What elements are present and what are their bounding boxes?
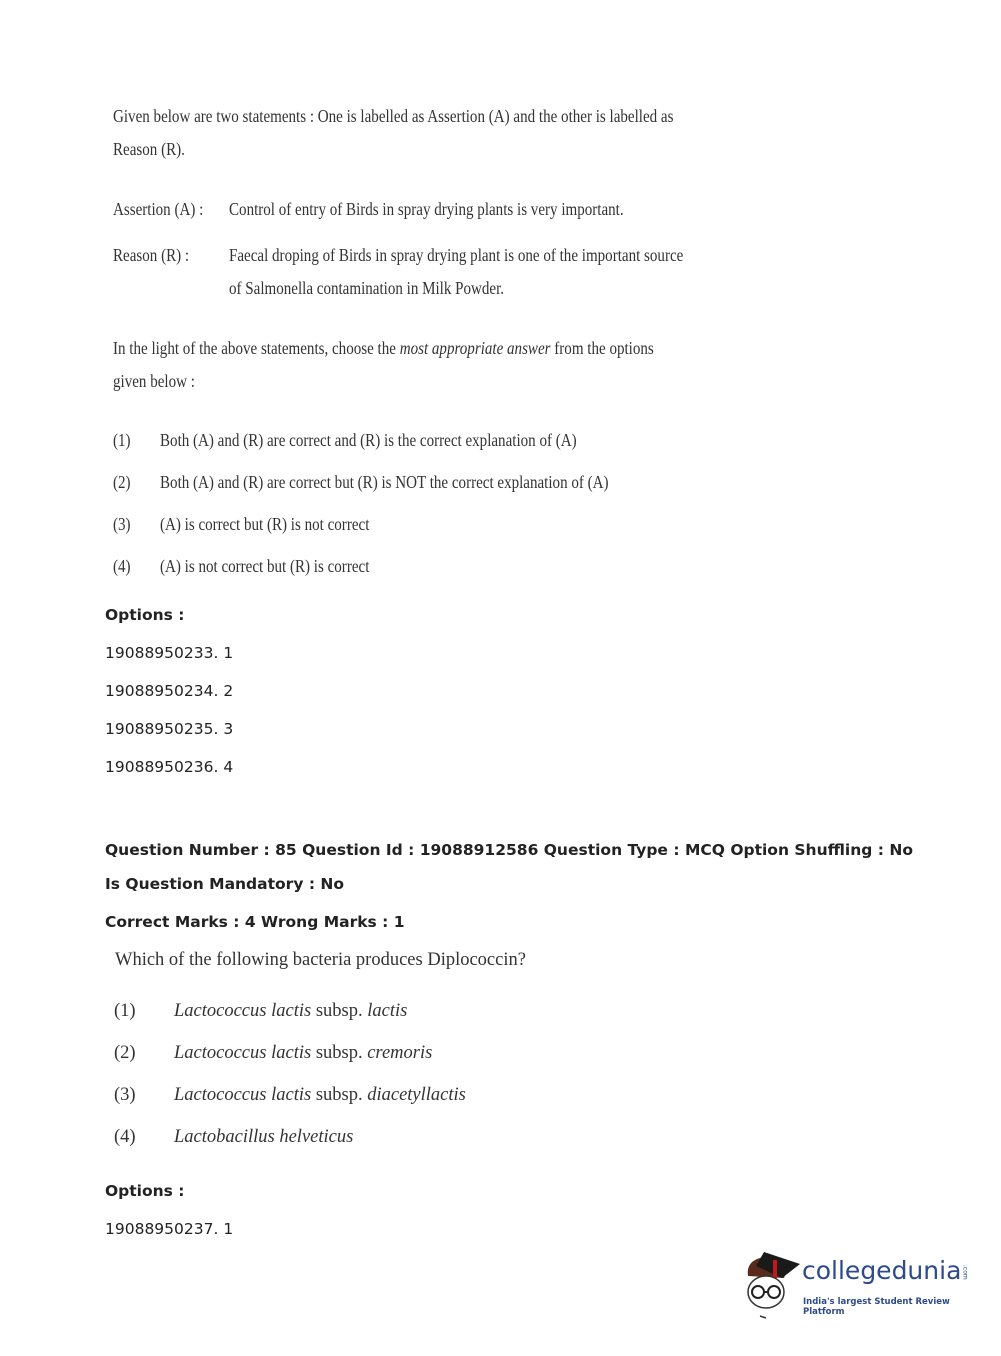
species: Lactobacillus helveticus	[174, 1127, 354, 1147]
logo-tagline: India's largest Student Review Platform	[803, 1297, 950, 1317]
choice-number: (1)	[113, 430, 131, 450]
options-label: Options :	[105, 606, 185, 624]
q84-prompt-line2: given below :	[113, 371, 195, 391]
choice-text	[174, 1001, 407, 1022]
choice-number: (4)	[113, 556, 131, 576]
choice-text	[174, 1127, 353, 1148]
q85-meta-line2: Is Question Mandatory : No	[105, 875, 345, 893]
species: Lactococcus lactis	[174, 1043, 312, 1063]
subsp: subsp.	[311, 1043, 368, 1063]
q85-meta-line1: Question Number : 85 Question Id : 19088912586 Question Type : MCQ Option Shuffling : No	[105, 841, 913, 859]
option-id: 19088950233. 1	[105, 644, 234, 662]
subsp: subsp.	[311, 1001, 368, 1021]
choice-text: (A) is not correct but (R) is correct	[160, 556, 370, 576]
q84-prompt-line1	[113, 338, 654, 359]
q84-intro-line2: Reason (R).	[113, 139, 185, 159]
choice-text: Both (A) and (R) are correct and (R) is the correct explanation of (A)	[160, 430, 577, 450]
choice-number: (3)	[114, 1085, 136, 1105]
reason-text-line1: Faecal droping of Birds in spray drying plant is one of the important source	[229, 245, 684, 265]
subsp: subsp.	[311, 1085, 368, 1105]
option-id: 19088950237. 1	[105, 1220, 234, 1238]
prompt-text: In the light of the above statements, choose the	[113, 338, 400, 358]
logo-suffix: .com	[961, 1264, 969, 1280]
species: Lactococcus lactis	[174, 1001, 312, 1021]
prompt-emphasis: most appropriate answer	[399, 338, 551, 358]
choice-number: (1)	[114, 1001, 136, 1021]
option-id: 19088950235. 3	[105, 720, 234, 738]
assertion-text: Control of entry of Birds in spray drying plants is very important.	[229, 199, 624, 219]
mascot-icon	[742, 1248, 802, 1320]
option-id: 19088950236. 4	[105, 758, 234, 776]
choice-text: Both (A) and (R) are correct but (R) is NOT the correct explanation of (A)	[160, 472, 609, 492]
choice-text	[174, 1043, 432, 1064]
choice-number: (2)	[113, 472, 131, 492]
options-label: Options :	[105, 1182, 185, 1200]
collegedunia-logo	[742, 1248, 972, 1320]
subspecies: lactis	[367, 1001, 408, 1021]
logo-name: collegedunia	[802, 1256, 962, 1285]
choice-number: (3)	[113, 514, 131, 534]
reason-label: Reason (R) :	[113, 245, 190, 265]
q84-intro-line1: Given below are two statements : One is labelled as Assertion (A) and the other is labelled as	[113, 106, 674, 126]
choice-text	[174, 1085, 466, 1106]
subspecies: cremoris	[367, 1043, 433, 1063]
choice-number: (2)	[114, 1043, 136, 1063]
reason-text-line2: of Salmonella contamination in Milk Powder.	[229, 278, 505, 298]
q85-question: Which of the following bacteria produces Diplococcin?	[115, 950, 526, 970]
species: Lactococcus lactis	[174, 1085, 312, 1105]
assertion-label: Assertion (A) :	[113, 199, 204, 219]
choice-text: (A) is correct but (R) is not correct	[160, 514, 370, 534]
option-id: 19088950234. 2	[105, 682, 234, 700]
q85-meta-line3: Correct Marks : 4 Wrong Marks : 1	[105, 913, 405, 931]
choice-number: (4)	[114, 1127, 136, 1147]
subspecies: diacetyllactis	[367, 1085, 466, 1105]
prompt-text: from the options	[550, 338, 654, 358]
logo-wordmark	[802, 1256, 968, 1285]
